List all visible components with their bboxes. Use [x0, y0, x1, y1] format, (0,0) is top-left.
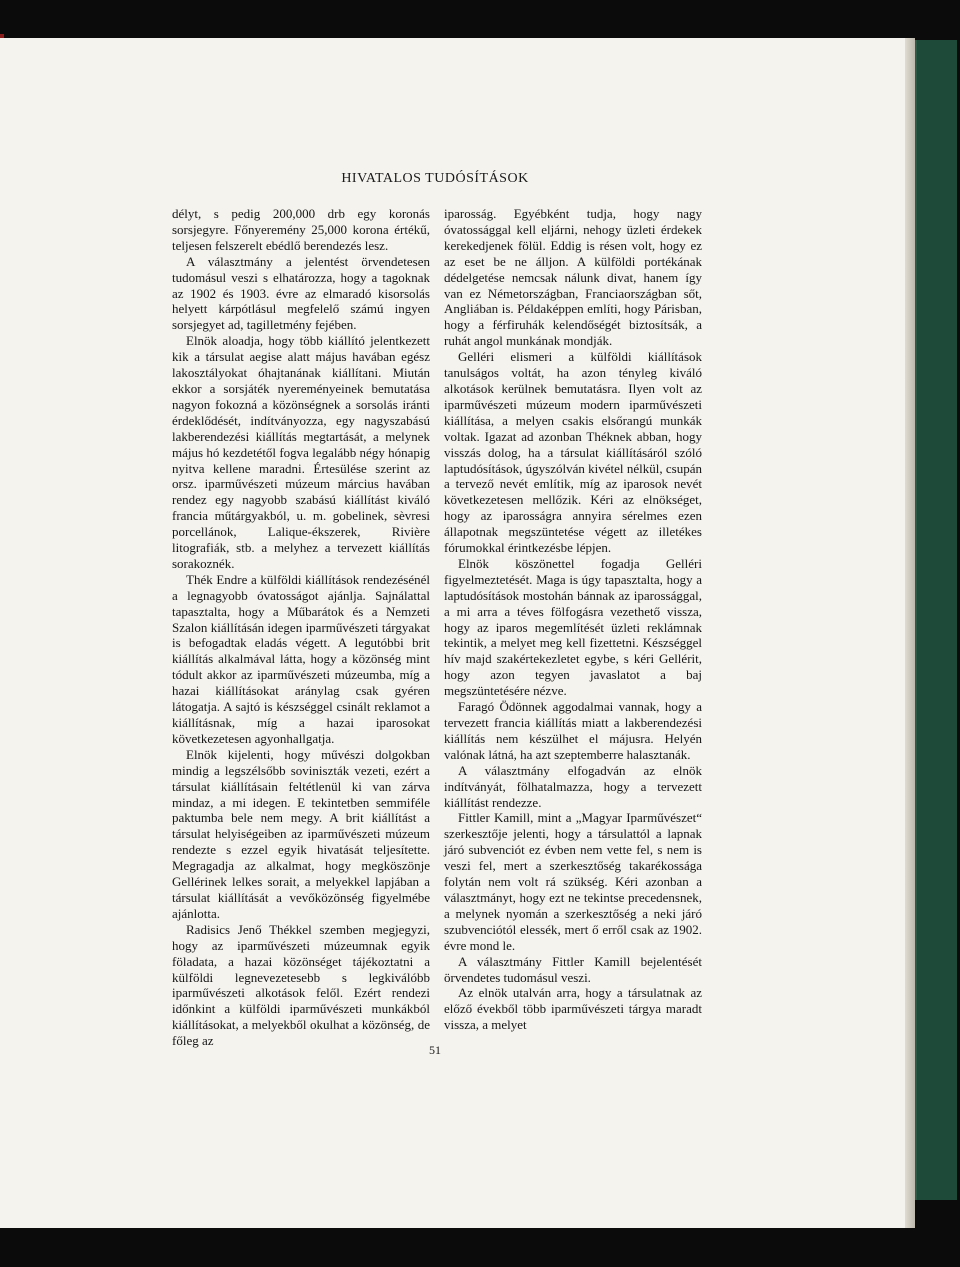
- paragraph: Faragó Ödönnek aggodalmai vannak, hogy a tervezett francia kiállítás miatt a lakberendezési kiállítás nem készülhet el májusra. Helyén valónak látná, ha azt szeptemberre halasztanák.: [444, 699, 702, 762]
- paragraph: Elnök kijelenti, hogy művészi dolgokban mindig a legszélsőbb soviniszták vezeti, ezért a társulat kiállításain feltétlenül ki van zárva mindaz, a mi idegen. E tekintetben semmiféle paktumba bele nem megy. A brit kiállítást a társulat helyiségeiben az iparművészeti múzeum rendezte s ezzel egyik hivatását teljesítette. Megragadja az alkalmat, hogy megköszönje Gellérinek lelkes sorait, a melyekkel lapjában a társulat kiállítását a vevőközönség figyelmébe ajánlotta.: [172, 746, 430, 921]
- green-book-cover-edge: [915, 40, 957, 1200]
- paragraph: iparosság. Egyébként tudja, hogy nagy óvatossággal kell eljárni, nehogy üzleti érdekek kerekedjenek fölül. Eddig is résen volt, hogy ez az eset be ne álljon. A külföldi portékának dédelgetése nemcsak nálunk divat, hanem így van ez Németországban, Franciaországban sőt, Angliában is. Példaképpen említi, hogy Párisban, hogy a férfiruhák kelendőségét biztosítsák, a ruhát angol munkának mondják.: [444, 206, 702, 349]
- paragraph: Elnök köszönettel fogadja Gelléri figyelmeztetését. Maga is úgy tapasztalta, hogy a laptudósítások mostohán bánnak az iparossággal, a mi arra a téves fölfogásra vezethető vissza, hogy az iparos megemlítését üzleti reklámnak tekintik, a melyet meg kell fizettetni. Készséggel hív majd szakértekezletet egybe, s kéri Gellérit, hogy azon tegyen javaslatot a baj megszüntetésére nézve.: [444, 555, 702, 699]
- paragraph: Fittler Kamill, mint a „Magyar Iparművészet“ szerkesztője jelenti, hogy a társulattól a lapnak járó subvenciót ez évben nem vette fel, s nem is veszi fel, mert a szerkesztőség takarékossága folytán nem volt rá szükség. Kéri azonban a választmányt, hogy ezt ne tekintse precedensnek, a melynek nyomán a szerkesztőség a neki járó szubvenciótól elessék, mert ő erről csak az 1902. évre mond le.: [444, 810, 702, 953]
- paragraph: A választmány a jelentést örvendetesen tudomásul veszi s elhatározza, hogy a tagoknak az 1902 és 1903. évre az elmaradó kisorsolás helyett kárpótlásul megfelelő számú ingyen sorsjegyet ad, tagilletmény fejében.: [172, 253, 430, 333]
- page-number: 51: [429, 1043, 441, 1057]
- right-column: [444, 206, 702, 1033]
- paragraph: Radisics Jenő Thékkel szemben megjegyzi, hogy az iparművészeti múzeumnak egyik föladata, a hazai közönséget tájékoztatni a külföldi legnevezetesebb s legkiválóbb iparművészeti alkotások felől. Ezért rendezi időnkint a külföldi iparművészeti munkákból kiállításokat, a melyekből okulhat a közönség, de főleg az: [172, 921, 430, 1049]
- paragraph: délyt, s pedig 200,000 drb egy koronás sorsjegyre. Főnyeremény 25,000 korona értékű, teljesen felszerelt ebédlő berendezés lesz.: [172, 206, 430, 253]
- paragraph: Gelléri elismeri a külföldi kiállítások tanulságos voltát, ha azon tényleg kiváló alkotások kerülnek bemutatásra. Ilyen volt az iparművészeti múzeum modern iparművészeti kiállítása, a melyen csakis elsőrangú munkák voltak. Igazat ad azonban Théknek abban, hogy visszás dolog, ha a társulat kiállításáról szóló laptudósítások, úgyszólván kivétel nélkül, csupán a tervező nevét említik, míg az iparosok nevét következetesen mellőzik. Kéri az elnökséget, hogy az iparosságra annyira sérelmes ezen állapotnak megszüntetése végett az illetékes fórumokkal érintkezésbe lépjen.: [444, 349, 702, 556]
- paragraph: Thék Endre a külföldi kiállítások rendezésénél a legnagyobb óvatosságot ajánlja. Sajnálattal tapasztalta, hogy a Műbarátok és a Nemzeti Szalon kiállításán idegen iparművészeti tárgyakat is befogadtak eladás végett. A legutóbbi brit kiállítás alkalmával látta, hogy a közönség mint tódult akkor az iparművészeti múzeumba, míg a hazai kiállításokat aránylag csak gyéren látogatja. A sajtó is készséggel csinált reklamot a kiállításnak, míg a hazai iparosokat következetesen agyonhallgatja.: [172, 571, 430, 746]
- paragraph: Az elnök utalván arra, hogy a társulatnak az előző évekből több iparművészeti tárgya maradt vissza, a melyet: [444, 985, 702, 1033]
- paragraph: A választmány elfogadván az elnök indítványát, fölhatalmazza, hogy a tervezett kiállítást rendezze.: [444, 762, 702, 810]
- left-column: [172, 206, 430, 1049]
- page-gutter: [905, 38, 915, 1228]
- paragraph: Elnök aloadja, hogy több kiállító jelentkezett kik a társulat aegise alatt május havában egész lakosztályokat óhajtanának kiállítani. Miután ekkor a sorsjáték nyereményeinek bemutatása nagyon fokozná a közönségnek a sorsolás iránti érdeklődését, indítványozza, egy nagyszabású lakberendezési kiállítás megtartását, a melynek május hó kezdetétől fogva legalább négy hónapig nyitva kellene maradni. Értesülése szerint az orsz. iparművészeti múzeum március havában rendez egy nagyobb szabású kiállítást kiváló francia műtárgyakból, u. m. gobelinek, sèvresi porcellánok, Lalique-ékszerek, Rivière litografiák, stb. a melyhez a tervezett kiállítás sorakoznék.: [172, 333, 430, 571]
- running-head: HIVATALOS TUDÓSÍTÁSOK: [341, 171, 529, 186]
- paragraph: A választmány Fittler Kamill bejelentését örvendetes tudomásul veszi.: [444, 953, 702, 985]
